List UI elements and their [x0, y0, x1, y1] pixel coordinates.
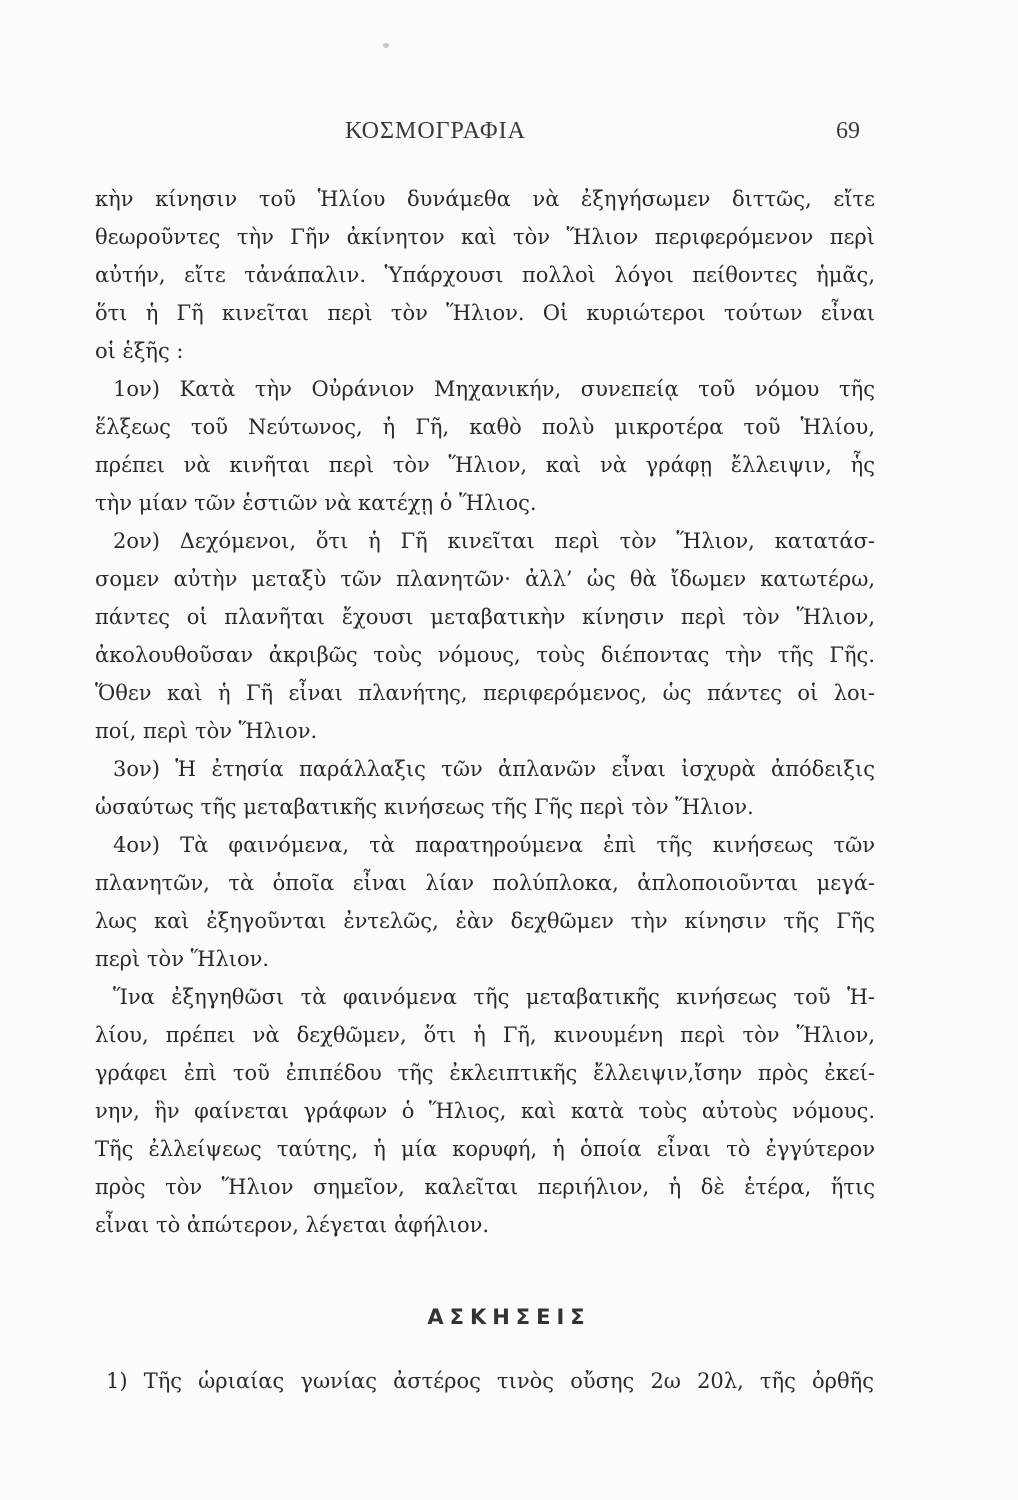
text-line: λως καὶ ἐξηγοῦνται ἐντελῶς, ἐὰν δεχθῶμεν τὴν κίνησιν τῆς Γῆς: [95, 909, 875, 933]
page-number: 69: [836, 118, 860, 144]
text-line: περὶ τὸν Ἥλιον.: [95, 947, 270, 971]
running-head: ΚΟΣΜΟΓΡΑΦΙΑ: [345, 118, 526, 144]
text-line: λίου, πρέπει νὰ δεχθῶμεν, ὅτι ἡ Γῆ, κινουμένη περὶ τὸν Ἥλιον,: [95, 1023, 875, 1047]
text-line: πάντες οἱ πλανῆται ἔχουσι μεταβατικὴν κίνησιν περὶ τὸν Ἥλιον,: [95, 605, 875, 629]
text-line: ὅτι ἡ Γῆ κινεῖται περὶ τὸν Ἥλιον. Οἱ κυριώτεροι τούτων εἶναι: [95, 301, 875, 325]
text-line: 2ον) Δεχόμενοι, ὅτι ἡ Γῆ κινεῖται περὶ τὸν Ἥλιον, κατατάσ-: [113, 529, 875, 553]
text-line: πρέπει νὰ κινῆται περὶ τὸν Ἥλιον, καὶ νὰ γράφῃ ἔλλειψιν, ἧς: [95, 453, 875, 477]
text-line: ὡσαύτως τῆς μεταβατικῆς κινήσεως τῆς Γῆς περὶ τὸν Ἥλιον.: [95, 795, 754, 819]
text-line: Ἵνα ἐξηγηθῶσι τὰ φαινόμενα τῆς μεταβατικῆς κινήσεως τοῦ Ἡ-: [113, 985, 875, 1009]
text-line: 3ον) Ἡ ἐτησία παράλλαξις τῶν ἀπλανῶν εἶναι ἰσχυρὰ ἀπόδειξις: [113, 757, 875, 781]
text-line: Ὅθεν καὶ ἡ Γῆ εἶναι πλανήτης, περιφερόμενος, ὡς πάντες οἱ λοι-: [95, 681, 875, 705]
text-line: ποί, περὶ τὸν Ἥλιον.: [95, 719, 318, 743]
text-line: εἶναι τὸ ἀπώτερον, λέγεται ἀφήλιον.: [95, 1213, 490, 1237]
page-header: [0, 118, 1018, 158]
paper-stain: [383, 43, 389, 48]
text-line: ἕλξεως τοῦ Νεύτωνος, ἡ Γῆ, καθὸ πολὺ μικροτέρα τοῦ Ἡλίου,: [95, 415, 875, 439]
text-line: πλανητῶν, τὰ ὁποῖα εἶναι λίαν πολύπλοκα, ἁπλοποιοῦνται μεγά-: [95, 871, 875, 895]
text-line: οἱ ἑξῆς :: [95, 339, 184, 363]
text-line: θεωροῦντες τὴν Γῆν ἀκίνητον καὶ τὸν Ἥλιον περιφερόμενον περὶ: [95, 225, 875, 249]
text-line: τὴν μίαν τῶν ἑστιῶν νὰ κατέχῃ ὁ Ἥλιος.: [95, 491, 537, 515]
text-line: νην, ἣν φαίνεται γράφων ὁ Ἥλιος, καὶ κατὰ τοὺς αὐτοὺς νόμους.: [95, 1099, 875, 1123]
text-line: πρὸς τὸν Ἥλιον σημεῖον, καλεῖται περιήλιον, ἡ δὲ ἑτέρα, ἥτις: [95, 1175, 875, 1199]
text-line: κὴν κίνησιν τοῦ Ἡλίου δυνάμεθα νὰ ἐξηγήσωμεν διττῶς, εἴτε: [95, 187, 875, 211]
text-line: αὐτήν, εἴτε τἀνάπαλιν. Ὑπάρχουσι πολλοὶ λόγοι πείθοντες ἡμᾶς,: [95, 263, 875, 287]
section-heading: ΑΣΚΗΣΕΙΣ: [427, 1305, 591, 1329]
body-text: [95, 180, 875, 1244]
text-line: 1ον) Κατὰ τὴν Οὐράνιον Μηχανικήν, συνεπείᾳ τοῦ νόμου τῆς: [113, 377, 875, 401]
text-line: 4ον) Τὰ φαινόμενα, τὰ παρατηρούμενα ἐπὶ τῆς κινήσεως τῶν: [113, 833, 875, 857]
text-line: σομεν αὐτὴν μεταξὺ τῶν πλανητῶν· ἀλλ’ ὡς θὰ ἴδωμεν κατωτέρω,: [95, 567, 875, 591]
text-line: Τῆς ἐλλείψεως ταύτης, ἡ μία κορυφή, ἡ ὁποία εἶναι τὸ ἐγγύτερον: [95, 1137, 875, 1161]
exercise-line: 1) Τῆς ὡριαίας γωνίας ἀστέρος τινὸς οὔσης 2ω 20λ, τῆς ὀρθῆς: [106, 1369, 874, 1393]
text-line: γράφει ἐπὶ τοῦ ἐπιπέδου τῆς ἐκλειπτικῆς ἔλλειψιν,ἴσην πρὸς ἐκεί-: [95, 1061, 875, 1085]
text-line: ἀκολουθοῦσαν ἀκριβῶς τοὺς νόμους, τοὺς διέποντας τὴν τῆς Γῆς.: [95, 643, 875, 667]
